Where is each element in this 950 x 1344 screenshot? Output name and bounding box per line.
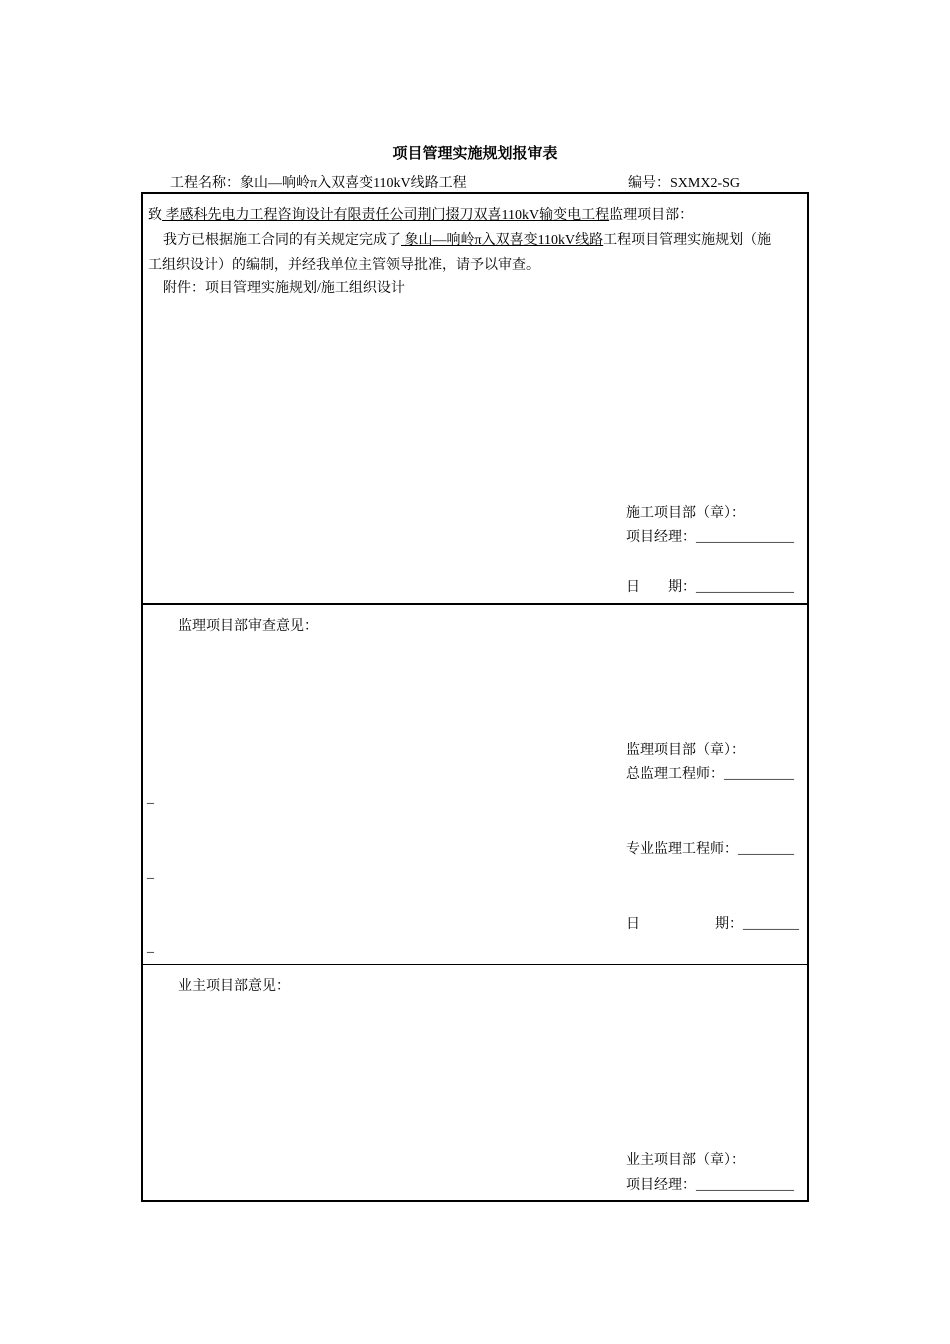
project-label: 工程名称： [170,176,240,191]
code-label: 编号： [628,176,670,191]
section-divider-1 [141,603,809,605]
body-text-b: 工程项目管理实施规划（施 [603,233,772,248]
project-name: 象山—响岭π入双喜变110kV线路工程 [240,176,467,191]
supervision-opinion-heading: 监理项目部审查意见： [178,619,318,634]
table-border-top [141,192,809,194]
supervision-date-field: 期：________ [715,917,799,932]
addressee-company: 孝感科先电力工程咨询设计有限责任公司荆门掇刀双喜110kV输变电工程 [162,208,610,223]
owner-manager-signature: 项目经理：______________ [626,1178,794,1193]
construction-date-label: 日 [626,580,640,595]
chief-supervisor-signature: 总监理工程师：__________ [626,767,794,782]
table-border-right [807,192,809,1202]
attachment-line: 附件：项目管理实施规划/施工组织设计 [163,281,405,296]
owner-dept-seal: 业主项目部（章）： [626,1153,745,1168]
construction-manager-signature: 项目经理：______________ [626,530,794,545]
body-text-a: 我方已根据施工合同的有关规定完成了 [163,233,401,248]
construction-dept-seal: 施工项目部（章）： [626,506,745,521]
dash-mark-2: _ [147,866,154,881]
doc-code-row [628,172,740,192]
body-line-1 [163,229,771,249]
project-name-row [170,172,467,192]
code-value: SXMX2-SG [670,176,741,191]
page-title: 项目管理实施规划报审表 [392,144,558,162]
table-border-bottom [141,1200,809,1202]
owner-opinion-heading: 业主项目部意见： [178,979,290,994]
section-divider-2 [141,964,809,965]
supervision-dept-seal: 监理项目部（章）： [626,743,745,758]
body-line-2: 工组织设计）的编制，并经我单位主管领导批准，请予以审查。 [148,258,540,273]
supervision-date-label: 日 [626,917,640,932]
dash-mark-1: _ [147,791,154,806]
dash-mark-3: _ [147,940,154,955]
specialist-supervisor-signature: 专业监理工程师：________ [626,842,794,857]
body-project-name: 象山—响岭π入双喜变110kV线路 [401,233,604,248]
addressee-suffix: 监理项目部： [609,208,694,223]
table-border-left [141,192,143,1202]
addressee-prefix: 致 [148,208,162,223]
addressee-line [148,204,693,224]
construction-date-field: 期：______________ [668,580,794,595]
